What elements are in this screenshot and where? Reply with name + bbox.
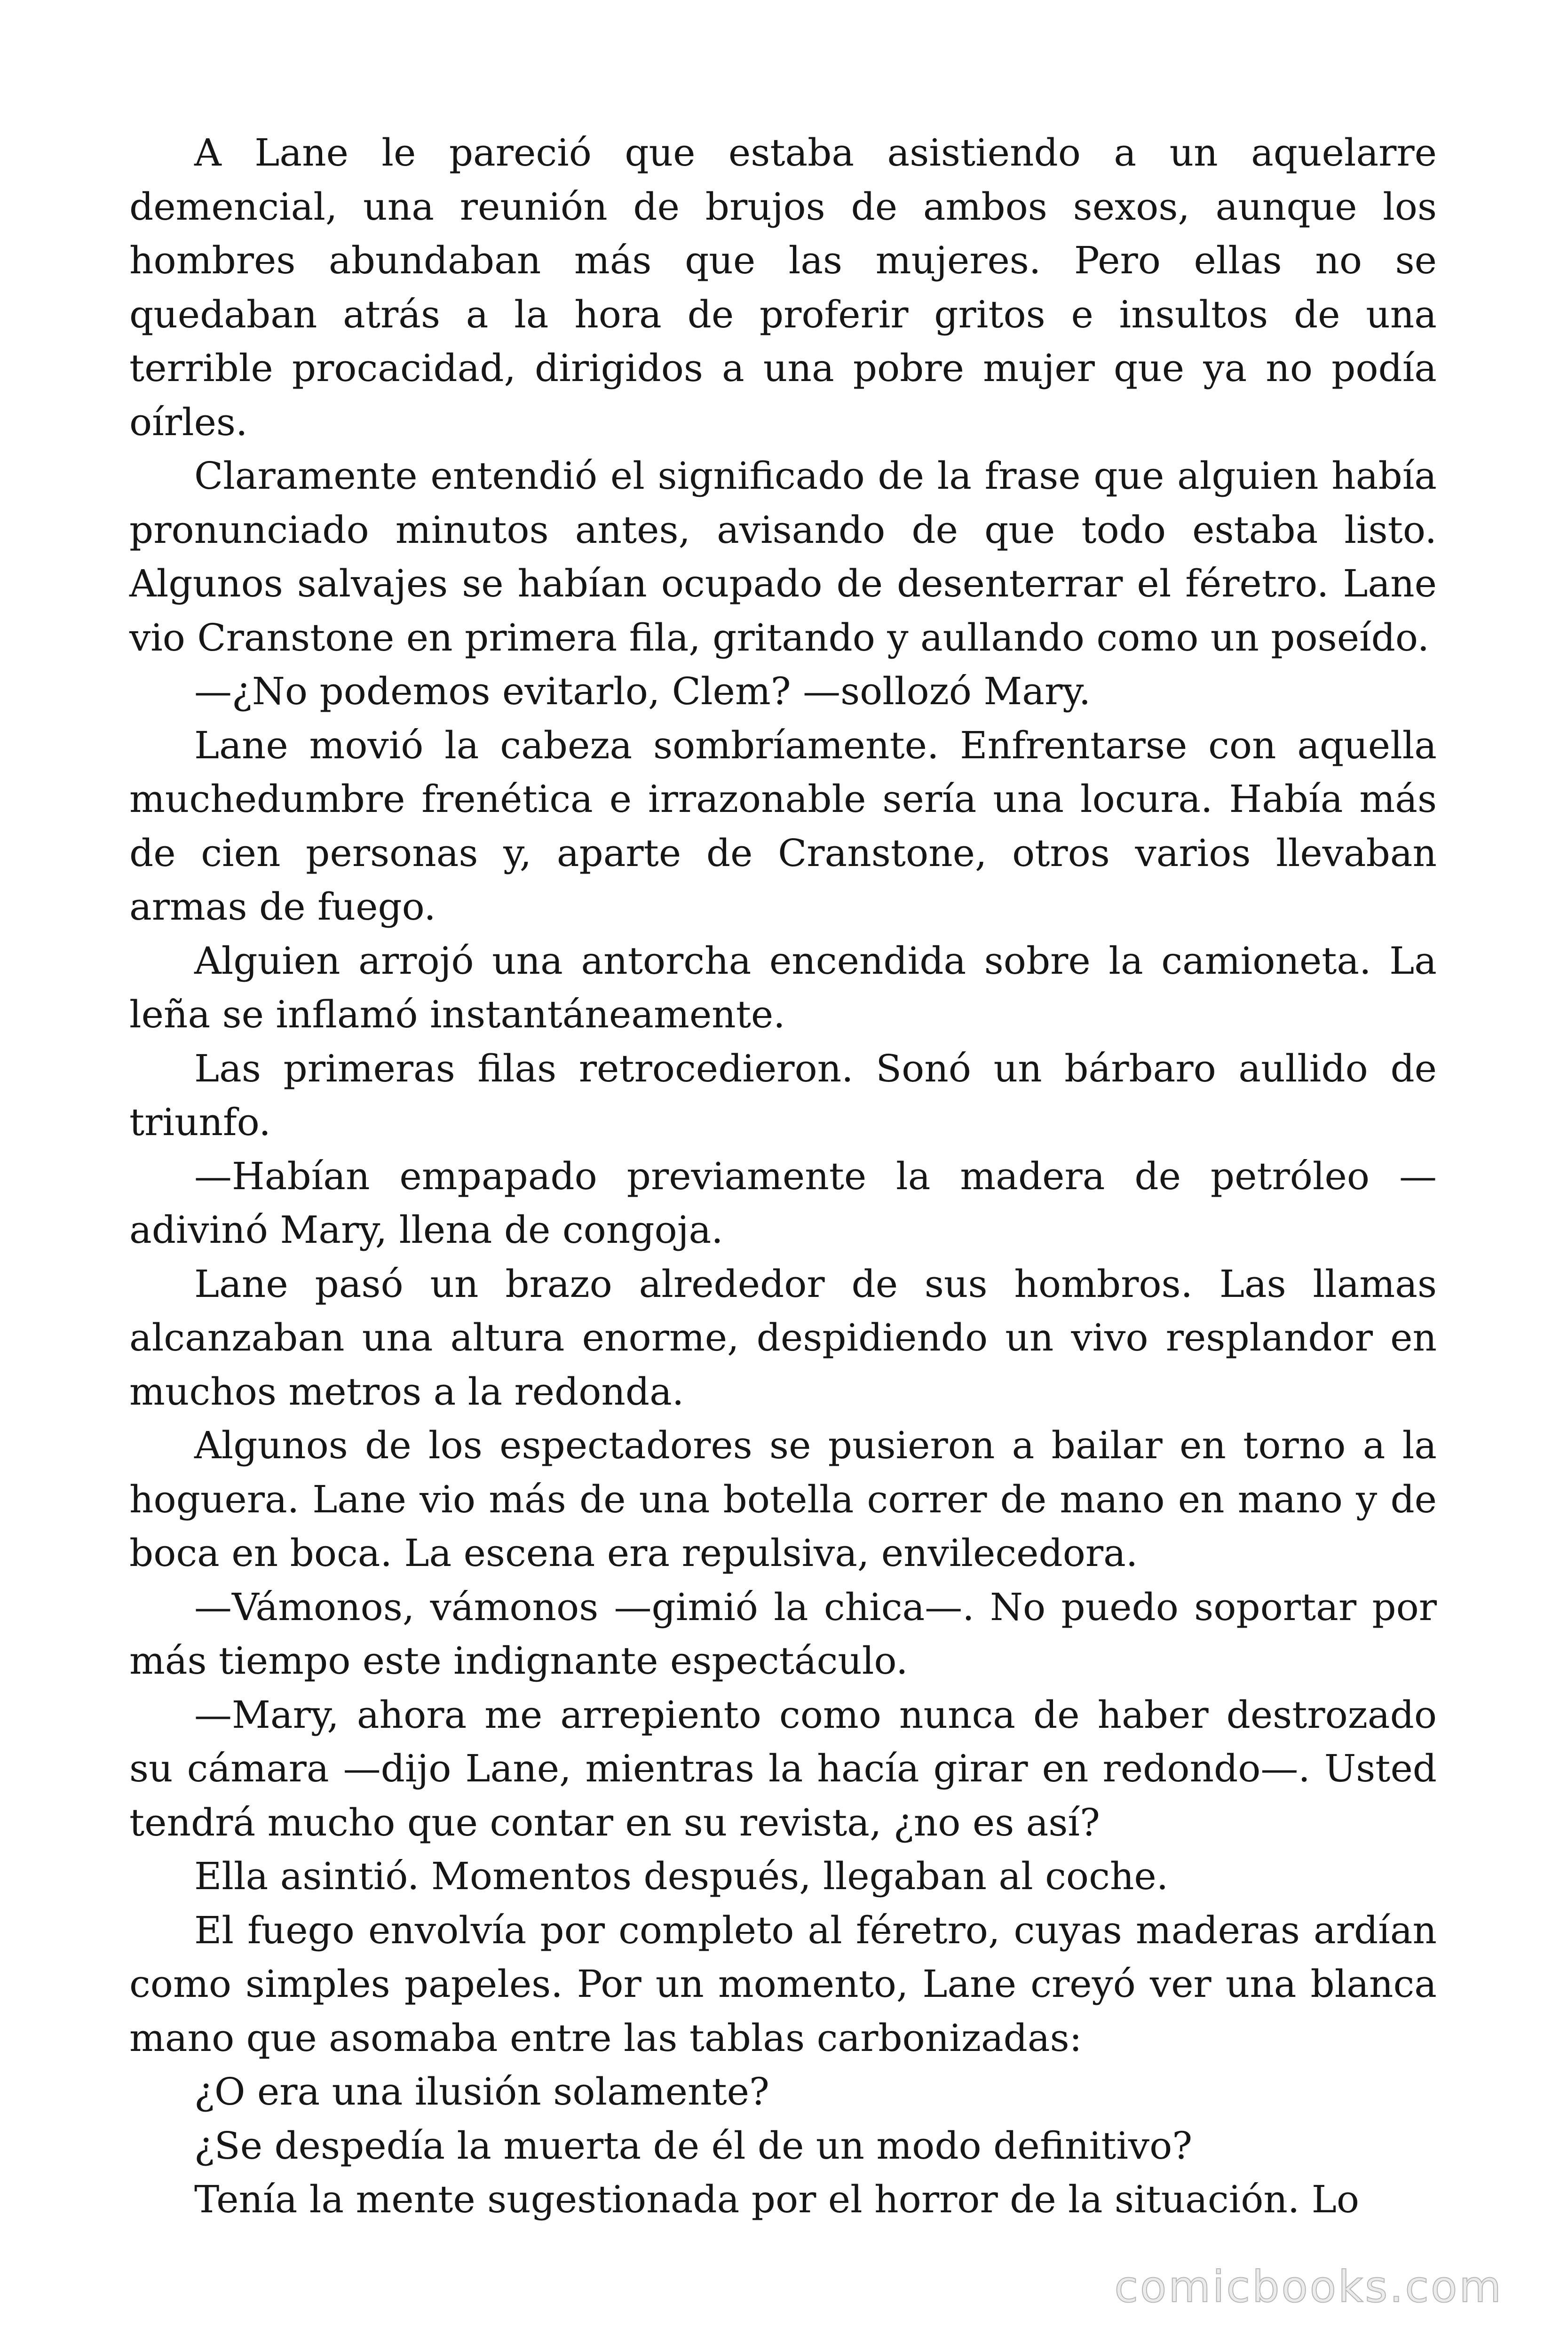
paragraph-15: ¿Se despedía la muerta de él de un modo definitivo?	[194, 2123, 1193, 2168]
paragraph-5: Alguien arrojó una antorcha encendida sobre la camioneta. La leña se inflamó instantáneamente.	[129, 938, 1437, 1036]
paragraph-6: Las primeras filas retrocedieron. Sonó un bárbaro aullido de triunfo.	[129, 1046, 1437, 1144]
paragraph-7: —Habían empapado previamente la madera de petróleo —adivinó Mary, llena de congoja.	[129, 1154, 1437, 1252]
paragraph-16: Tenía la mente sugestionada por el horror de la situación. Lo	[194, 2177, 1360, 2221]
paragraph-4: Lane movió la cabeza sombríamente. Enfrentarse con aquella muchedumbre frenética e irrazonable sería una locura. Había más de cien personas y, aparte de Cranstone, otros varios llevaban armas de fuego.	[129, 723, 1437, 929]
book-page-body	[129, 126, 1437, 2227]
paragraph-10: —Vámonos, vámonos —gimió la chica—. No puedo soportar por más tiempo este indignante espectáculo.	[129, 1585, 1437, 1683]
paragraph-14: ¿O era una ilusión solamente?	[194, 2070, 769, 2114]
paragraph-13: El fuego envolvía por completo al féretro, cuyas maderas ardían como simples papeles. Por un momento, Lane creyó ver una blanca mano que asomaba entre las tablas carbonizadas:	[129, 1908, 1437, 2060]
watermark: comicbooks.com	[1114, 2262, 1503, 2312]
paragraph-8: Lane pasó un brazo alrededor de sus hombros. Las llamas alcanzaban una altura enorme, despidiendo un vivo resplandor en muchos metros a la redonda.	[129, 1262, 1437, 1414]
paragraph-9: Algunos de los espectadores se pusieron a bailar en torno a la hoguera. Lane vio más de una botella correr de mano en mano y de boca en boca. La escena era repulsiva, envilecedora.	[129, 1423, 1437, 1575]
paragraph-2: Claramente entendió el significado de la frase que alguien había pronunciado minutos antes, avisando de que todo estaba listo. Algunos salvajes se habían ocupado de desenterrar el féretro. Lane vio Cranstone en primera fila, gritando y aullando como un poseído.	[129, 454, 1437, 660]
paragraph-11: —Mary, ahora me arrepiento como nunca de haber destrozado su cámara —dijo Lane, mientras la hacía girar en redondo—. Usted tendrá mucho que contar en su revista, ¿no es así?	[129, 1692, 1437, 1844]
paragraph-12: Ella asintió. Momentos después, llegaban al coche.	[194, 1854, 1169, 1898]
paragraph-3: —¿No podemos evitarlo, Clem? —sollozó Mary.	[194, 669, 1091, 713]
paragraph-1: A Lane le pareció que estaba asistiendo a un aquelarre demencial, una reunión de brujos de ambos sexos, aunque los hombres abundaban más que las mujeres. Pero ellas no se quedaban atrás a la hora de proferir gritos e insultos de una terrible procacidad, dirigidos a una pobre mujer que ya no podía oírles.	[129, 131, 1437, 444]
